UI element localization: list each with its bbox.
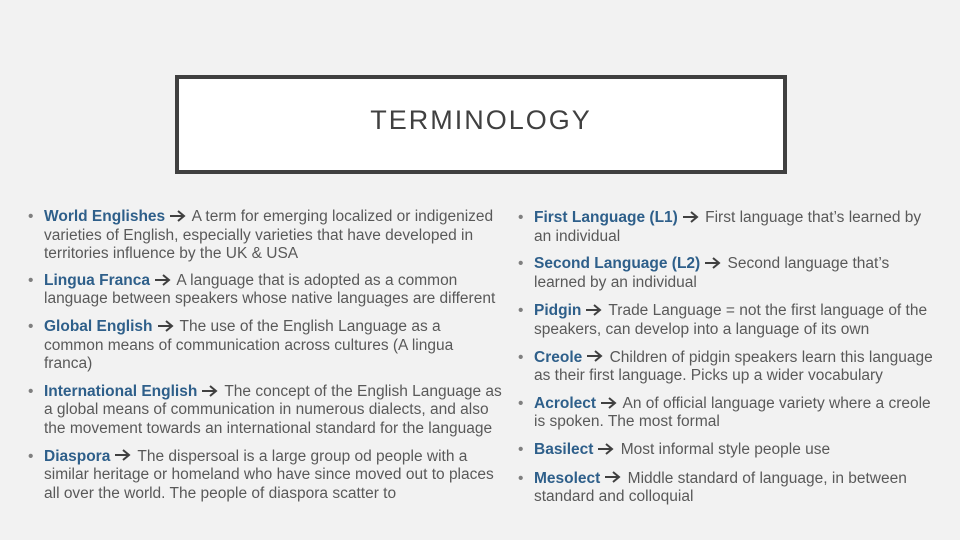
term-description: Trade Language = not the first language of the speakers, can develop into a language of its own bbox=[534, 302, 928, 338]
term-label: Second Language (L2) bbox=[534, 255, 701, 273]
term-description: Most informal style people use bbox=[620, 440, 831, 458]
term-label: World Englishes bbox=[44, 208, 166, 225]
bullet: • bbox=[518, 394, 524, 412]
list-item-creole bbox=[516, 349, 940, 386]
list-item-acrolect bbox=[516, 395, 940, 432]
bullet: • bbox=[28, 208, 34, 225]
term-label: Diaspora bbox=[44, 447, 111, 465]
term-description: The use of the English Language as a common means of communication across cultures (A lingua franca) bbox=[44, 317, 454, 373]
right-arrow-icon bbox=[154, 274, 171, 286]
list-item-global-english bbox=[26, 318, 502, 374]
right-arrow-icon bbox=[704, 257, 721, 269]
term-label: Mesolect bbox=[534, 469, 601, 487]
list-item-lingua-franca bbox=[26, 272, 502, 309]
bullet: • bbox=[518, 469, 524, 487]
list-item-world-englishes bbox=[26, 208, 502, 264]
term-label: Global English bbox=[44, 317, 153, 335]
bullet: • bbox=[518, 440, 524, 458]
term-description: A term for emerging localized or indigenized varieties of English, especially varieties that have developed in territories influence by the UK & USA bbox=[44, 208, 494, 263]
term-description: The dispersoal is a large group od people with a similar heritage or homeland who have since moved out to places all over the world. The people of diaspora scatter to bbox=[44, 447, 494, 502]
right-arrow-icon bbox=[157, 320, 174, 332]
list-item-diaspora bbox=[26, 448, 502, 504]
bullet: • bbox=[28, 382, 34, 400]
term-label: Lingua Franca bbox=[44, 271, 150, 289]
right-column bbox=[516, 209, 940, 507]
right-arrow-icon bbox=[604, 471, 621, 483]
bullet: • bbox=[28, 447, 34, 465]
list-item-mesolect bbox=[516, 470, 940, 507]
bullet: • bbox=[518, 255, 524, 273]
term-label: Basilect bbox=[534, 440, 594, 458]
term-description: Middle standard of language, in between standard and colloquial bbox=[534, 469, 907, 506]
term-description: Children of pidgin speakers learn this language as their first language. Picks up a wider vocabulary bbox=[534, 348, 933, 385]
right-arrow-icon bbox=[597, 443, 614, 455]
list-item-basilect bbox=[516, 441, 940, 460]
term-description: First language that’s learned by an individual bbox=[534, 209, 922, 245]
list-item-second-language bbox=[516, 255, 940, 292]
term-label: Acrolect bbox=[534, 394, 597, 412]
right-arrow-icon bbox=[682, 211, 699, 223]
bullet: • bbox=[28, 317, 34, 335]
left-column bbox=[26, 208, 502, 503]
bullet: • bbox=[518, 302, 524, 320]
right-arrow-icon bbox=[169, 210, 186, 222]
bullet: • bbox=[28, 271, 34, 289]
title-box bbox=[175, 75, 787, 174]
slide-title: TERMINOLOGY bbox=[370, 105, 592, 135]
term-label: Pidgin bbox=[534, 302, 582, 320]
term-description: Second language that’s learned by an individual bbox=[534, 255, 890, 291]
list-item-international-english bbox=[26, 383, 502, 439]
list-item-first-language bbox=[516, 209, 940, 246]
term-label: Creole bbox=[534, 348, 583, 366]
bullet: • bbox=[518, 348, 524, 366]
term-description: The concept of the English Language as a global means of communication in numerous dialects, and also the movement towards an international standard for the language bbox=[44, 382, 502, 437]
right-arrow-icon bbox=[586, 350, 603, 362]
right-arrow-icon bbox=[201, 385, 218, 397]
term-description: A language that is adopted as a common language between speakers whose native languages are different bbox=[44, 271, 496, 308]
term-label: First Language (L1) bbox=[534, 209, 678, 226]
right-arrow-icon bbox=[600, 397, 617, 409]
term-label: International English bbox=[44, 382, 198, 400]
bullet: • bbox=[518, 209, 524, 226]
right-arrow-icon bbox=[585, 304, 602, 316]
list-item-pidgin bbox=[516, 302, 940, 339]
right-arrow-icon bbox=[114, 449, 131, 461]
term-description: An of official language variety where a creole is spoken. The most formal bbox=[534, 394, 931, 431]
